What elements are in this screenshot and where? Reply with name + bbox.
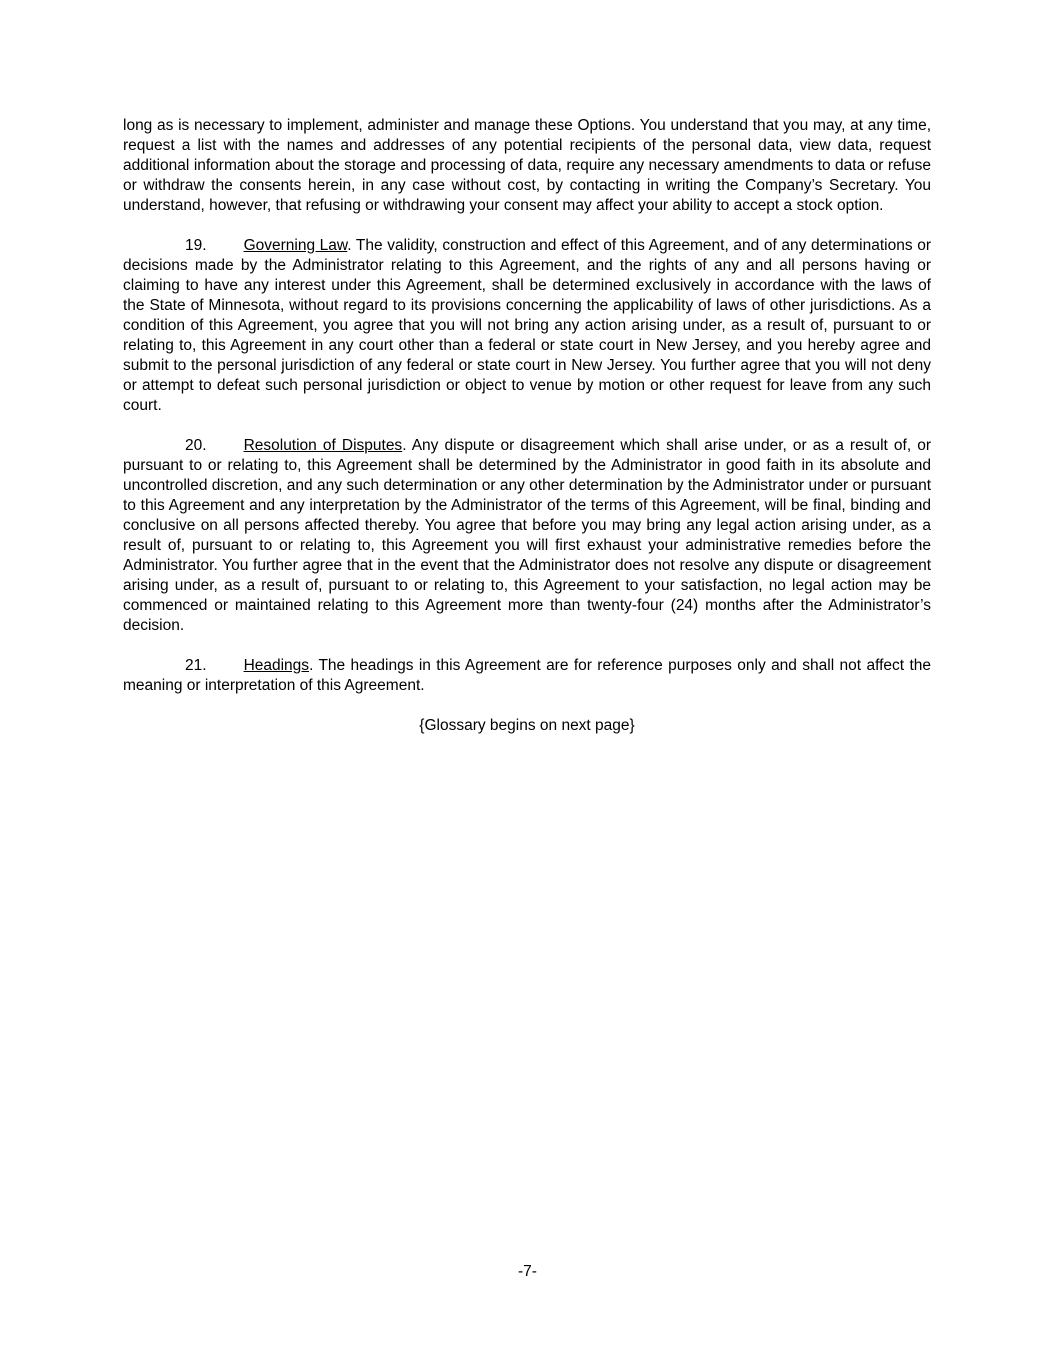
section-19-body: . The validity, construction and effect of this Agreement, and of any determinations or decisions made by the Administrator relating to this Agreement, and the rights of any and all persons having or claiming to have any interest under this Agreement, shall be determined exclusively in accordance with the laws of the State of Minnesota, without regard to its provisions concerning the applicability of laws of other jurisdictions. As a condition of this Agreement, you agree that you will not bring any action arising under, as a result of, pursuant to or relating to, this Agreement in any court other than a federal or state court in New Jersey, and you hereby agree and submit to the personal jurisdiction of any federal or state court in New Jersey. You further agree that you will not deny or attempt to defeat such personal jurisdiction or object to venue by motion or other request for leave from any such court. [123, 237, 931, 414]
document-body [123, 116, 931, 736]
section-21-paragraph [123, 656, 931, 696]
intro-paragraph [123, 116, 931, 216]
section-21-number: 21. [185, 657, 207, 674]
section-20-body: . Any dispute or disagreement which shall arise under, or as a result of, or pursuant to or relating to, this Agreement shall be determined by the Administrator in good faith in its absolute and uncontrolled discretion, and any such determination or any other determination by the Administrator under or pursuant to this Agreement and any interpretation by the Administrator of the terms of this Agreement, will be final, binding and conclusive on all persons affected thereby. You agree that before you may bring any legal action arising under, as a result of, pursuant to or relating to, this Agreement you will first exhaust your administrative remedies before the Administrator. You further agree that in the event that the Administrator does not resolve any dispute or disagreement arising under, as a result of, pursuant to or relating to, this Agreement to your satisfaction, no legal action may be commenced or maintained relating to this Agreement more than twenty-four (24) months after the Administrator’s decision. [123, 437, 931, 634]
section-21-body: . The headings in this Agreement are for reference purposes only and shall not affect the meaning or interpretation of this Agreement. [123, 657, 931, 694]
section-20-paragraph [123, 436, 931, 636]
section-21-heading: Headings [243, 657, 310, 674]
section-19-paragraph [123, 236, 931, 416]
section-19-number: 19. [185, 237, 207, 254]
section-20-number: 20. [185, 437, 207, 454]
page-number: -7- [518, 1263, 537, 1280]
section-19-heading: Governing Law [243, 237, 348, 254]
section-20-heading: Resolution of Disputes [243, 437, 403, 454]
glossary-note: {Glossary begins on next page} [419, 717, 635, 734]
intro-paragraph-text: long as is necessary to implement, administer and manage these Options. You understand that you may, at any time, request a list with the names and addresses of any potential recipients of the personal data, view data, request additional information about the storage and processing of data, require any necessary amendments to data or refuse or withdraw the consents herein, in any case without cost, by contacting in writing the Company’s Secretary. You understand, however, that refusing or withdrawing your consent may affect your ability to accept a stock option. [123, 117, 931, 214]
